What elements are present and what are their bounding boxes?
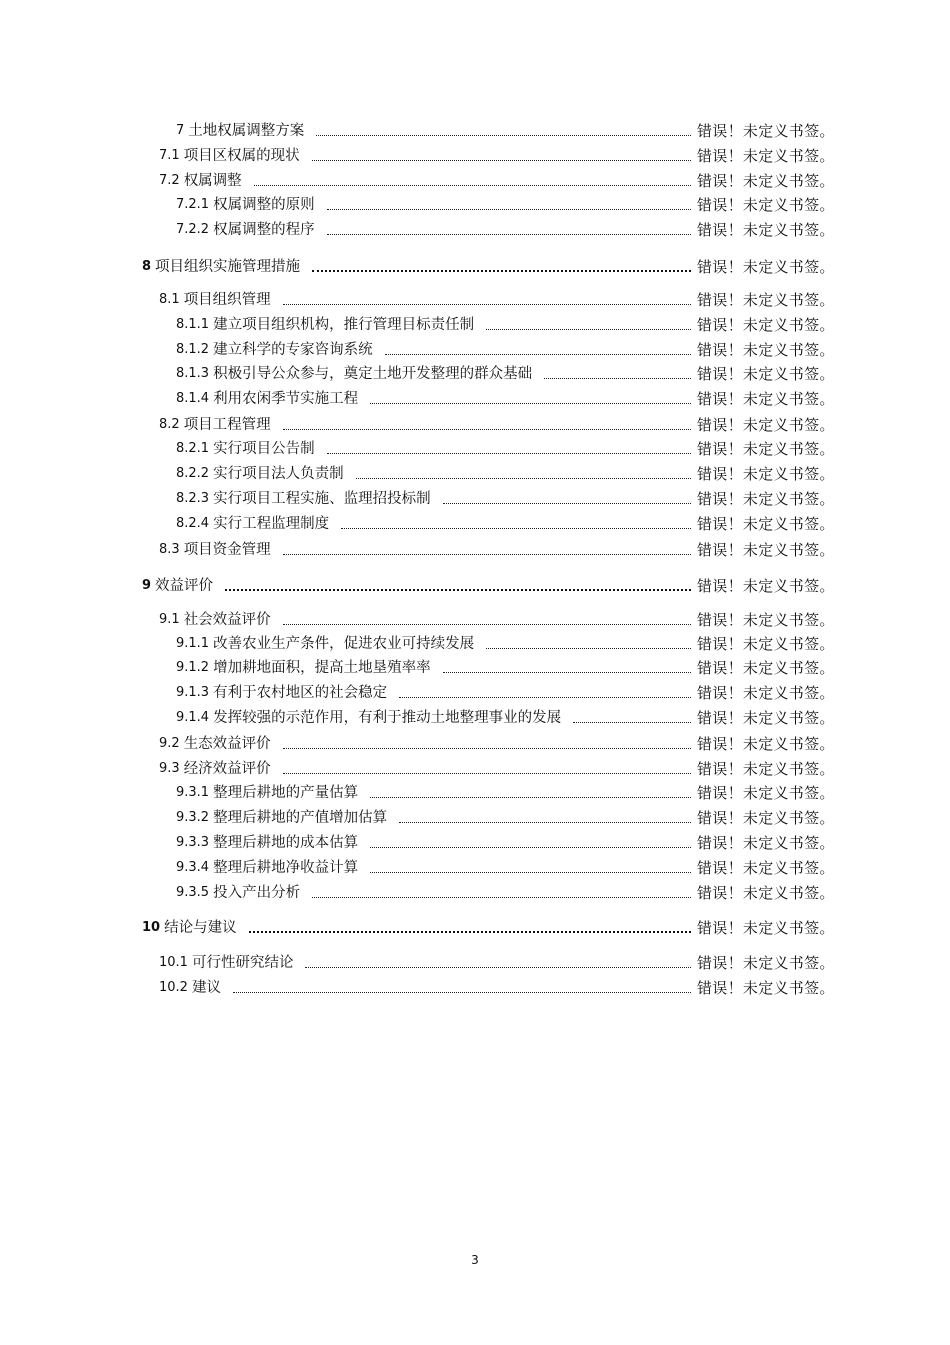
toc-dot-leader (385, 353, 691, 355)
toc-entry[interactable] (159, 733, 837, 753)
toc-dot-leader (312, 896, 691, 898)
toc-dot-leader (370, 402, 691, 404)
toc-page-ref: 错误！未定义书签。 (697, 809, 835, 827)
toc-page-ref: 错误！未定义书签。 (697, 577, 835, 595)
toc-entry[interactable] (176, 782, 837, 802)
toc-dot-leader (254, 184, 691, 186)
toc-dot-leader (327, 208, 691, 210)
toc-entry[interactable] (176, 438, 837, 458)
toc-entry[interactable] (176, 194, 837, 214)
toc-entry[interactable] (159, 170, 837, 190)
toc-number: 7 (176, 123, 185, 138)
toc-page-ref: 错误！未定义书签。 (697, 760, 835, 778)
toc-title: 权属调整的程序 (213, 222, 315, 238)
toc-dot-leader (443, 671, 691, 673)
toc-entry[interactable] (176, 388, 837, 408)
toc-entry[interactable] (176, 513, 837, 533)
toc-entry[interactable] (142, 917, 837, 937)
toc-page-ref: 错误！未定义书签。 (697, 659, 835, 677)
toc-entry[interactable] (176, 339, 837, 359)
toc-title: 实行项目公告制 (213, 441, 315, 457)
toc-page-ref: 错误！未定义书签。 (697, 416, 835, 434)
toc-page-ref: 错误！未定义书签。 (697, 465, 835, 483)
toc-dot-leader (283, 553, 691, 555)
toc-dot-leader (443, 502, 691, 504)
toc-number: 8.2.1 (176, 441, 210, 456)
toc-entry[interactable] (176, 120, 837, 140)
toc-number: 8.2.3 (176, 491, 210, 506)
toc-page-ref: 错误！未定义书签。 (697, 316, 835, 334)
toc-entry[interactable] (159, 414, 837, 434)
toc-title: 发挥较强的示范作用，有利于推动土地整理事业的发展 (213, 710, 562, 726)
toc-page-ref: 错误！未定义书签。 (697, 221, 835, 239)
toc-entry[interactable] (159, 145, 837, 165)
toc-page-ref: 错误！未定义书签。 (697, 390, 835, 408)
toc-page-ref: 错误！未定义书签。 (697, 490, 835, 508)
toc-page-ref: 错误！未定义书签。 (697, 258, 835, 276)
toc-number: 9.1 (159, 612, 180, 627)
toc-number: 9.3.2 (176, 810, 210, 825)
toc-page-ref: 错误！未定义书签。 (697, 954, 835, 972)
toc-title: 社会效益评价 (183, 612, 271, 628)
toc-dot-leader (370, 871, 691, 873)
toc-page-ref: 错误！未定义书签。 (697, 341, 835, 359)
toc-dot-leader (544, 377, 691, 379)
toc-number: 9.3.1 (176, 785, 210, 800)
toc-page-ref: 错误！未定义书签。 (697, 515, 835, 533)
toc-entry[interactable] (142, 575, 837, 595)
toc-page-ref: 错误！未定义书签。 (697, 147, 835, 165)
toc-entry[interactable] (176, 488, 837, 508)
toc-number: 9.2 (159, 736, 180, 751)
page-number: 3 (471, 1253, 479, 1267)
toc-number: 8.1.3 (176, 366, 210, 381)
toc-dot-leader (283, 772, 691, 774)
toc-title: 建议 (191, 980, 221, 996)
toc-entry[interactable] (176, 219, 837, 239)
toc-page-ref: 错误！未定义书签。 (697, 611, 835, 629)
toc-page-ref: 错误！未定义书签。 (697, 784, 835, 802)
toc-title: 结论与建议 (164, 920, 237, 936)
toc-number: 8.2 (159, 417, 180, 432)
toc-title: 经济效益评价 (183, 761, 271, 777)
toc-page-ref: 错误！未定义书签。 (697, 440, 835, 458)
toc-dot-leader (283, 747, 691, 749)
toc-number: 9 (142, 578, 152, 593)
toc-number: 7.2.1 (176, 197, 210, 212)
toc-dot-leader (399, 696, 691, 698)
toc-page-ref: 错误！未定义书签。 (697, 735, 835, 753)
toc-title: 实行项目法人负责制 (213, 466, 344, 482)
toc-title: 项目组织管理 (183, 292, 271, 308)
toc-entry[interactable] (176, 832, 837, 852)
toc-dot-leader (233, 991, 691, 993)
toc-number: 10.1 (159, 955, 188, 970)
toc-title: 项目组织实施管理措施 (155, 259, 301, 275)
toc-title: 可行性研究结论 (191, 955, 294, 971)
toc-number: 8.1 (159, 292, 180, 307)
toc-dot-leader (225, 588, 691, 591)
toc-number: 7.2.2 (176, 222, 210, 237)
toc-title: 权属调整的原则 (213, 197, 315, 213)
toc-number: 9.3 (159, 761, 180, 776)
toc-entry[interactable] (176, 633, 837, 653)
toc-title: 权属调整 (183, 173, 242, 189)
toc-entry[interactable] (176, 707, 837, 727)
toc-number: 8.1.2 (176, 342, 210, 357)
toc-number: 7.1 (159, 148, 180, 163)
toc-number: 10.2 (159, 980, 188, 995)
toc-entry[interactable] (176, 363, 837, 383)
toc-page-ref: 错误！未定义书签。 (697, 196, 835, 214)
toc-entry[interactable] (159, 758, 837, 778)
toc-dot-leader (486, 647, 691, 649)
toc-dot-leader (327, 233, 691, 235)
toc-dot-leader (573, 721, 691, 723)
toc-page-ref: 错误！未定义书签。 (697, 172, 835, 190)
toc-number: 8.1.1 (176, 317, 210, 332)
toc-title: 建立项目组织机构，推行管理目标责任制 (213, 317, 475, 333)
toc-page-ref: 错误！未定义书签。 (697, 834, 835, 852)
toc-title: 整理后耕地的产值增加估算 (213, 810, 388, 826)
toc-number: 8.2.4 (176, 516, 210, 531)
toc-page-ref: 错误！未定义书签。 (697, 122, 835, 140)
toc-title: 利用农闲季节实施工程 (213, 391, 359, 407)
toc-entry[interactable] (176, 857, 837, 877)
toc-title: 整理后耕地的产量估算 (213, 785, 359, 801)
toc-dot-leader (312, 269, 691, 272)
toc-number: 7.2 (159, 173, 180, 188)
toc-title: 实行工程监理制度 (213, 516, 330, 532)
toc-dot-leader (283, 303, 691, 305)
toc-number: 9.3.4 (176, 860, 210, 875)
toc-number: 9.1.2 (176, 660, 210, 675)
toc-dot-leader (356, 477, 691, 479)
toc-entry[interactable] (176, 807, 837, 827)
toc-title: 增加耕地面积，提高土地垦殖率率 (213, 660, 431, 676)
toc-entry[interactable] (159, 952, 837, 972)
toc-dot-leader (370, 846, 691, 848)
toc-entry[interactable] (176, 463, 837, 483)
toc-number: 9.3.3 (176, 835, 210, 850)
toc-title: 生态效益评价 (183, 736, 271, 752)
toc-dot-leader (341, 527, 691, 529)
toc-entry[interactable] (159, 539, 837, 559)
toc-number: 9.1.3 (176, 685, 210, 700)
toc-title: 整理后耕地净收益计算 (213, 860, 359, 876)
toc-number: 8.3 (159, 542, 180, 557)
toc-entry[interactable] (159, 977, 837, 997)
toc-title: 土地权属调整方案 (188, 123, 305, 139)
toc-entry[interactable] (159, 289, 837, 309)
toc-title: 项目区权属的现状 (183, 148, 300, 164)
toc-title: 效益评价 (155, 578, 214, 594)
toc-title: 项目工程管理 (183, 417, 271, 433)
toc-title: 整理后耕地的成本估算 (213, 835, 359, 851)
toc-page-ref: 错误！未定义书签。 (697, 884, 835, 902)
toc-dot-leader (249, 930, 691, 933)
toc-title: 改善农业生产条件，促进农业可持续发展 (213, 636, 475, 652)
toc-page-ref: 错误！未定义书签。 (697, 635, 835, 653)
toc-title: 建立科学的专家咨询系统 (213, 342, 373, 358)
toc-entry[interactable] (176, 882, 837, 902)
toc-entry[interactable] (142, 256, 837, 276)
toc-dot-leader (316, 134, 691, 136)
toc-entry[interactable] (176, 314, 837, 334)
toc-dot-leader (312, 159, 691, 161)
toc-number: 9.3.5 (176, 885, 210, 900)
toc-page-ref: 错误！未定义书签。 (697, 859, 835, 877)
toc-dot-leader (305, 966, 691, 968)
toc-dot-leader (283, 623, 691, 625)
toc-number: 8 (142, 259, 152, 274)
toc-number: 8.1.4 (176, 391, 210, 406)
toc-page-ref: 错误！未定义书签。 (697, 365, 835, 383)
toc-title: 积极引导公众参与，奠定土地开发整理的群众基础 (213, 366, 533, 382)
toc-entry[interactable] (159, 609, 837, 629)
toc-page-ref: 错误！未定义书签。 (697, 979, 835, 997)
toc-page-ref: 错误！未定义书签。 (697, 541, 835, 559)
toc-entry[interactable] (176, 682, 837, 702)
toc-dot-leader (327, 452, 691, 454)
toc-number: 8.2.2 (176, 466, 210, 481)
toc-number: 9.1.4 (176, 710, 210, 725)
toc-entry[interactable] (176, 657, 837, 677)
toc-page-ref: 错误！未定义书签。 (697, 709, 835, 727)
toc-page-ref: 错误！未定义书签。 (697, 291, 835, 309)
toc-title: 实行项目工程实施、监理招投标制 (213, 491, 431, 507)
toc-title: 有利于农村地区的社会稳定 (213, 685, 388, 701)
toc-dot-leader (370, 796, 691, 798)
toc-number: 10 (142, 920, 161, 935)
toc-title: 项目资金管理 (183, 542, 271, 558)
toc-dot-leader (283, 428, 691, 430)
toc-dot-leader (399, 821, 691, 823)
toc-title: 投入产出分析 (213, 885, 301, 901)
toc-page-ref: 错误！未定义书签。 (697, 919, 835, 937)
toc-page-ref: 错误！未定义书签。 (697, 684, 835, 702)
toc-dot-leader (486, 328, 691, 330)
toc-number: 9.1.1 (176, 636, 210, 651)
